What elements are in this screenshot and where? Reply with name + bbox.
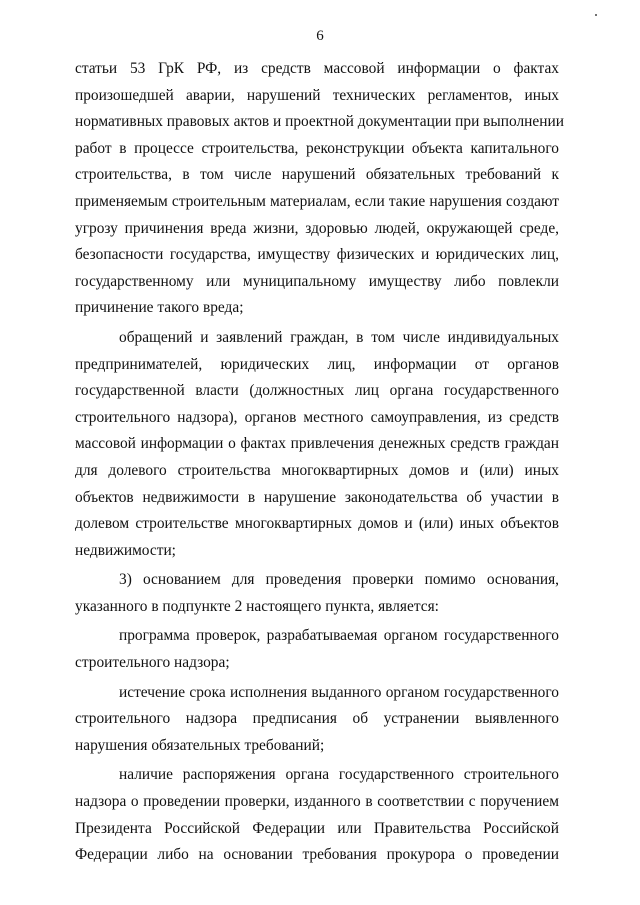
text-line: недвижимости; xyxy=(75,541,176,559)
text-line: работ в процессе строительства, реконструкции объекта капитального xyxy=(75,139,559,157)
text-line: произошедшей аварии, нарушений технических регламентов, иных xyxy=(75,86,559,104)
text-line: указанного в подпункте 2 настоящего пункта, является: xyxy=(75,597,439,615)
paragraph-6 xyxy=(75,762,559,868)
text-line: нарушения обязательных требований; xyxy=(75,736,325,754)
page-number: 6 xyxy=(316,28,324,44)
text-line: угрозу причинения вреда жизни, здоровью людей, окружающей среде, xyxy=(75,219,559,237)
text-line: долевом строительстве многоквартирных домов и (или) иных объектов xyxy=(75,515,559,533)
text-line: Федерации либо на основании требования прокурора о проведении xyxy=(75,846,559,864)
text-line: строительства, в том числе нарушений обязательных требований к xyxy=(75,166,559,184)
paragraph-1 xyxy=(75,56,564,322)
text-line: Президента Российской Федерации или Правительства Российской xyxy=(75,819,559,837)
document-body xyxy=(75,56,564,869)
text-line: применяемым строительным материалам, если такие нарушения создают xyxy=(75,192,559,210)
text-line: наличие распоряжения органа государственного строительного xyxy=(119,766,559,784)
text-line: причинение такого вреда; xyxy=(75,299,244,317)
text-line: строительного надзора предписания об устранении выявленного xyxy=(75,710,559,728)
text-line: надзора о проведении проверки, изданного в соответствии с поручением xyxy=(75,793,559,811)
text-line: обращений и заявлений граждан, в том числе индивидуальных xyxy=(119,328,559,346)
text-line: строительного надзора), органов местного самоуправления, из средств xyxy=(75,408,559,426)
text-line: предпринимателей, юридических лиц, информации от органов xyxy=(75,355,559,373)
text-line: объектов недвижимости в нарушение законодательства об участии в xyxy=(75,488,559,506)
text-line: нормативных правовых актов и проектной документации при выполнении xyxy=(75,113,564,131)
text-line: для долевого строительства многоквартирных домов и (или) иных xyxy=(75,461,559,479)
text-line: государственному или муниципальному имуществу либо повлекли xyxy=(75,272,559,290)
text-line: программа проверок, разрабатываемая органом государственного xyxy=(119,627,559,645)
text-line: массовой информации о фактах привлечения денежных средств граждан xyxy=(75,435,559,453)
scan-speck xyxy=(595,14,597,16)
paragraph-3 xyxy=(75,567,559,620)
text-line: 3) основанием для проведения проверки помимо основания, xyxy=(119,571,559,589)
text-line: строительного надзора; xyxy=(75,654,230,672)
paragraph-5 xyxy=(75,680,559,760)
text-line: истечение срока исполнения выданного органом государственного xyxy=(119,683,559,701)
text-line: безопасности государства, имуществу физических и юридических лиц, xyxy=(75,246,559,264)
text-line: государственной власти (должностных лиц органа государственного xyxy=(75,382,559,400)
paragraph-2 xyxy=(75,325,559,564)
paragraph-4 xyxy=(75,623,559,676)
text-line: статьи 53 ГрК РФ, из средств массовой информации о фактах xyxy=(75,60,559,77)
